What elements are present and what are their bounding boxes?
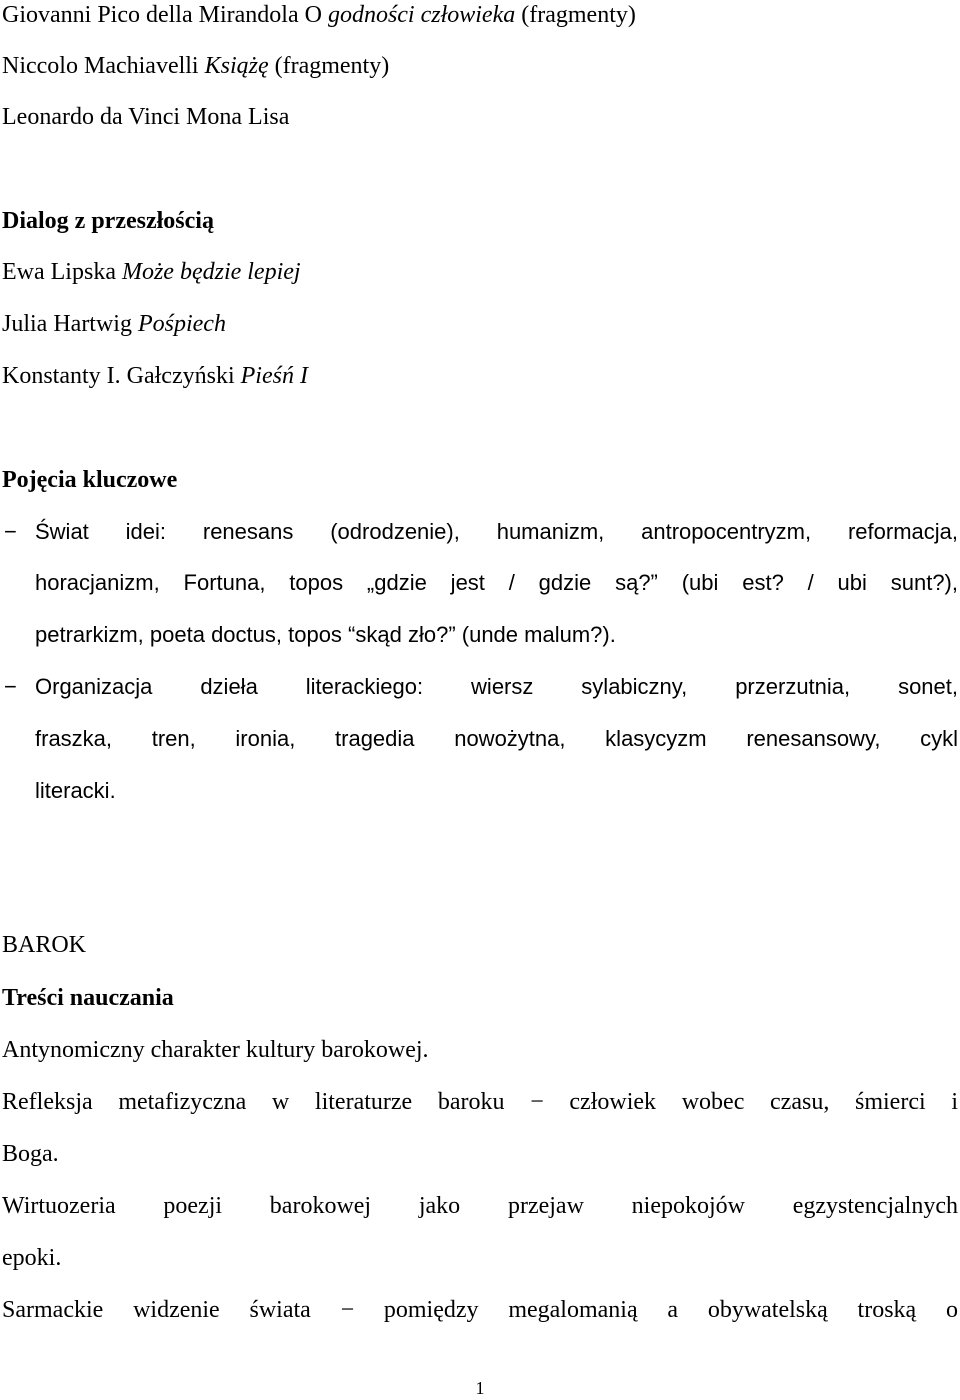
work-author: Giovanni Pico della Mirandola O — [2, 2, 328, 28]
barok-line-1: Antynomiczny charakter kultury barokowej. — [2, 1037, 429, 1063]
work-title: Książę — [204, 53, 269, 79]
dialog-item-lipska — [2, 257, 301, 287]
concepts-item1-line3: petrarkizm, poeta doctus, topos “skąd zło?” (unde malum?). — [35, 622, 616, 647]
concepts-item2-line2: fraszka, tren, ironia, tragedia nowożytna, klasycyzm renesansowy, cykl — [35, 726, 958, 751]
concepts-item2-line3: literacki. — [35, 778, 116, 803]
work-pico — [2, 0, 636, 30]
dialog-title: Pośpiech — [137, 311, 226, 337]
work-note: (fragmenty) — [515, 2, 636, 28]
dialog-item-galczynski — [2, 361, 308, 391]
page-number: 1 — [475, 1378, 485, 1398]
work-leonardo: Leonardo da Vinci Mona Lisa — [2, 104, 290, 130]
work-title: godności człowieka — [327, 2, 516, 28]
concepts-item2-line1: Organizacja dzieła literackiego: wiersz sylabiczny, przerzutnia, sonet, — [35, 674, 958, 699]
concepts-heading: Pojęcia kluczowe — [2, 467, 178, 493]
concepts-item1-line1: Świat idei: renesans (odrodzenie), humanizm, antropocentryzm, reformacja, — [35, 519, 958, 544]
dialog-heading: Dialog z przeszłością — [2, 208, 214, 234]
work-author: Niccolo Machiavelli — [2, 53, 205, 79]
dialog-item-hartwig — [2, 309, 226, 339]
dialog-title: Pieśń I — [240, 363, 308, 389]
concepts-item1-line2: horacjanizm, Fortuna, topos „gdzie jest / gdzie są?” (ubi est? / ubi sunt?), — [35, 570, 958, 595]
barok-line-4: Wirtuozeria poezji barokowej jako przejaw niepokojów egzystencjalnych — [2, 1193, 958, 1219]
barok-title: BAROK — [2, 932, 87, 958]
barok-line-2: Refleksja metafizyczna w literaturze baroku − człowiek wobec czasu, śmierci i — [2, 1089, 958, 1115]
barok-line-6: Sarmackie widzenie świata − pomiędzy megalomanią a obywatelską troską o — [2, 1297, 958, 1323]
dialog-author: Konstanty I. Gałczyński — [2, 363, 241, 389]
barok-line-3: Boga. — [2, 1141, 59, 1167]
work-note: (fragmenty) — [268, 53, 390, 79]
bullet-dash: − — [4, 674, 17, 699]
dialog-author: Ewa Lipska — [2, 259, 122, 285]
barok-heading: Treści nauczania — [2, 985, 174, 1011]
dialog-author: Julia Hartwig — [2, 311, 138, 337]
barok-line-5: epoki. — [2, 1245, 62, 1271]
dialog-title: Może będzie lepiej — [121, 259, 301, 285]
work-machiavelli — [2, 51, 389, 81]
bullet-dash: − — [4, 519, 17, 544]
